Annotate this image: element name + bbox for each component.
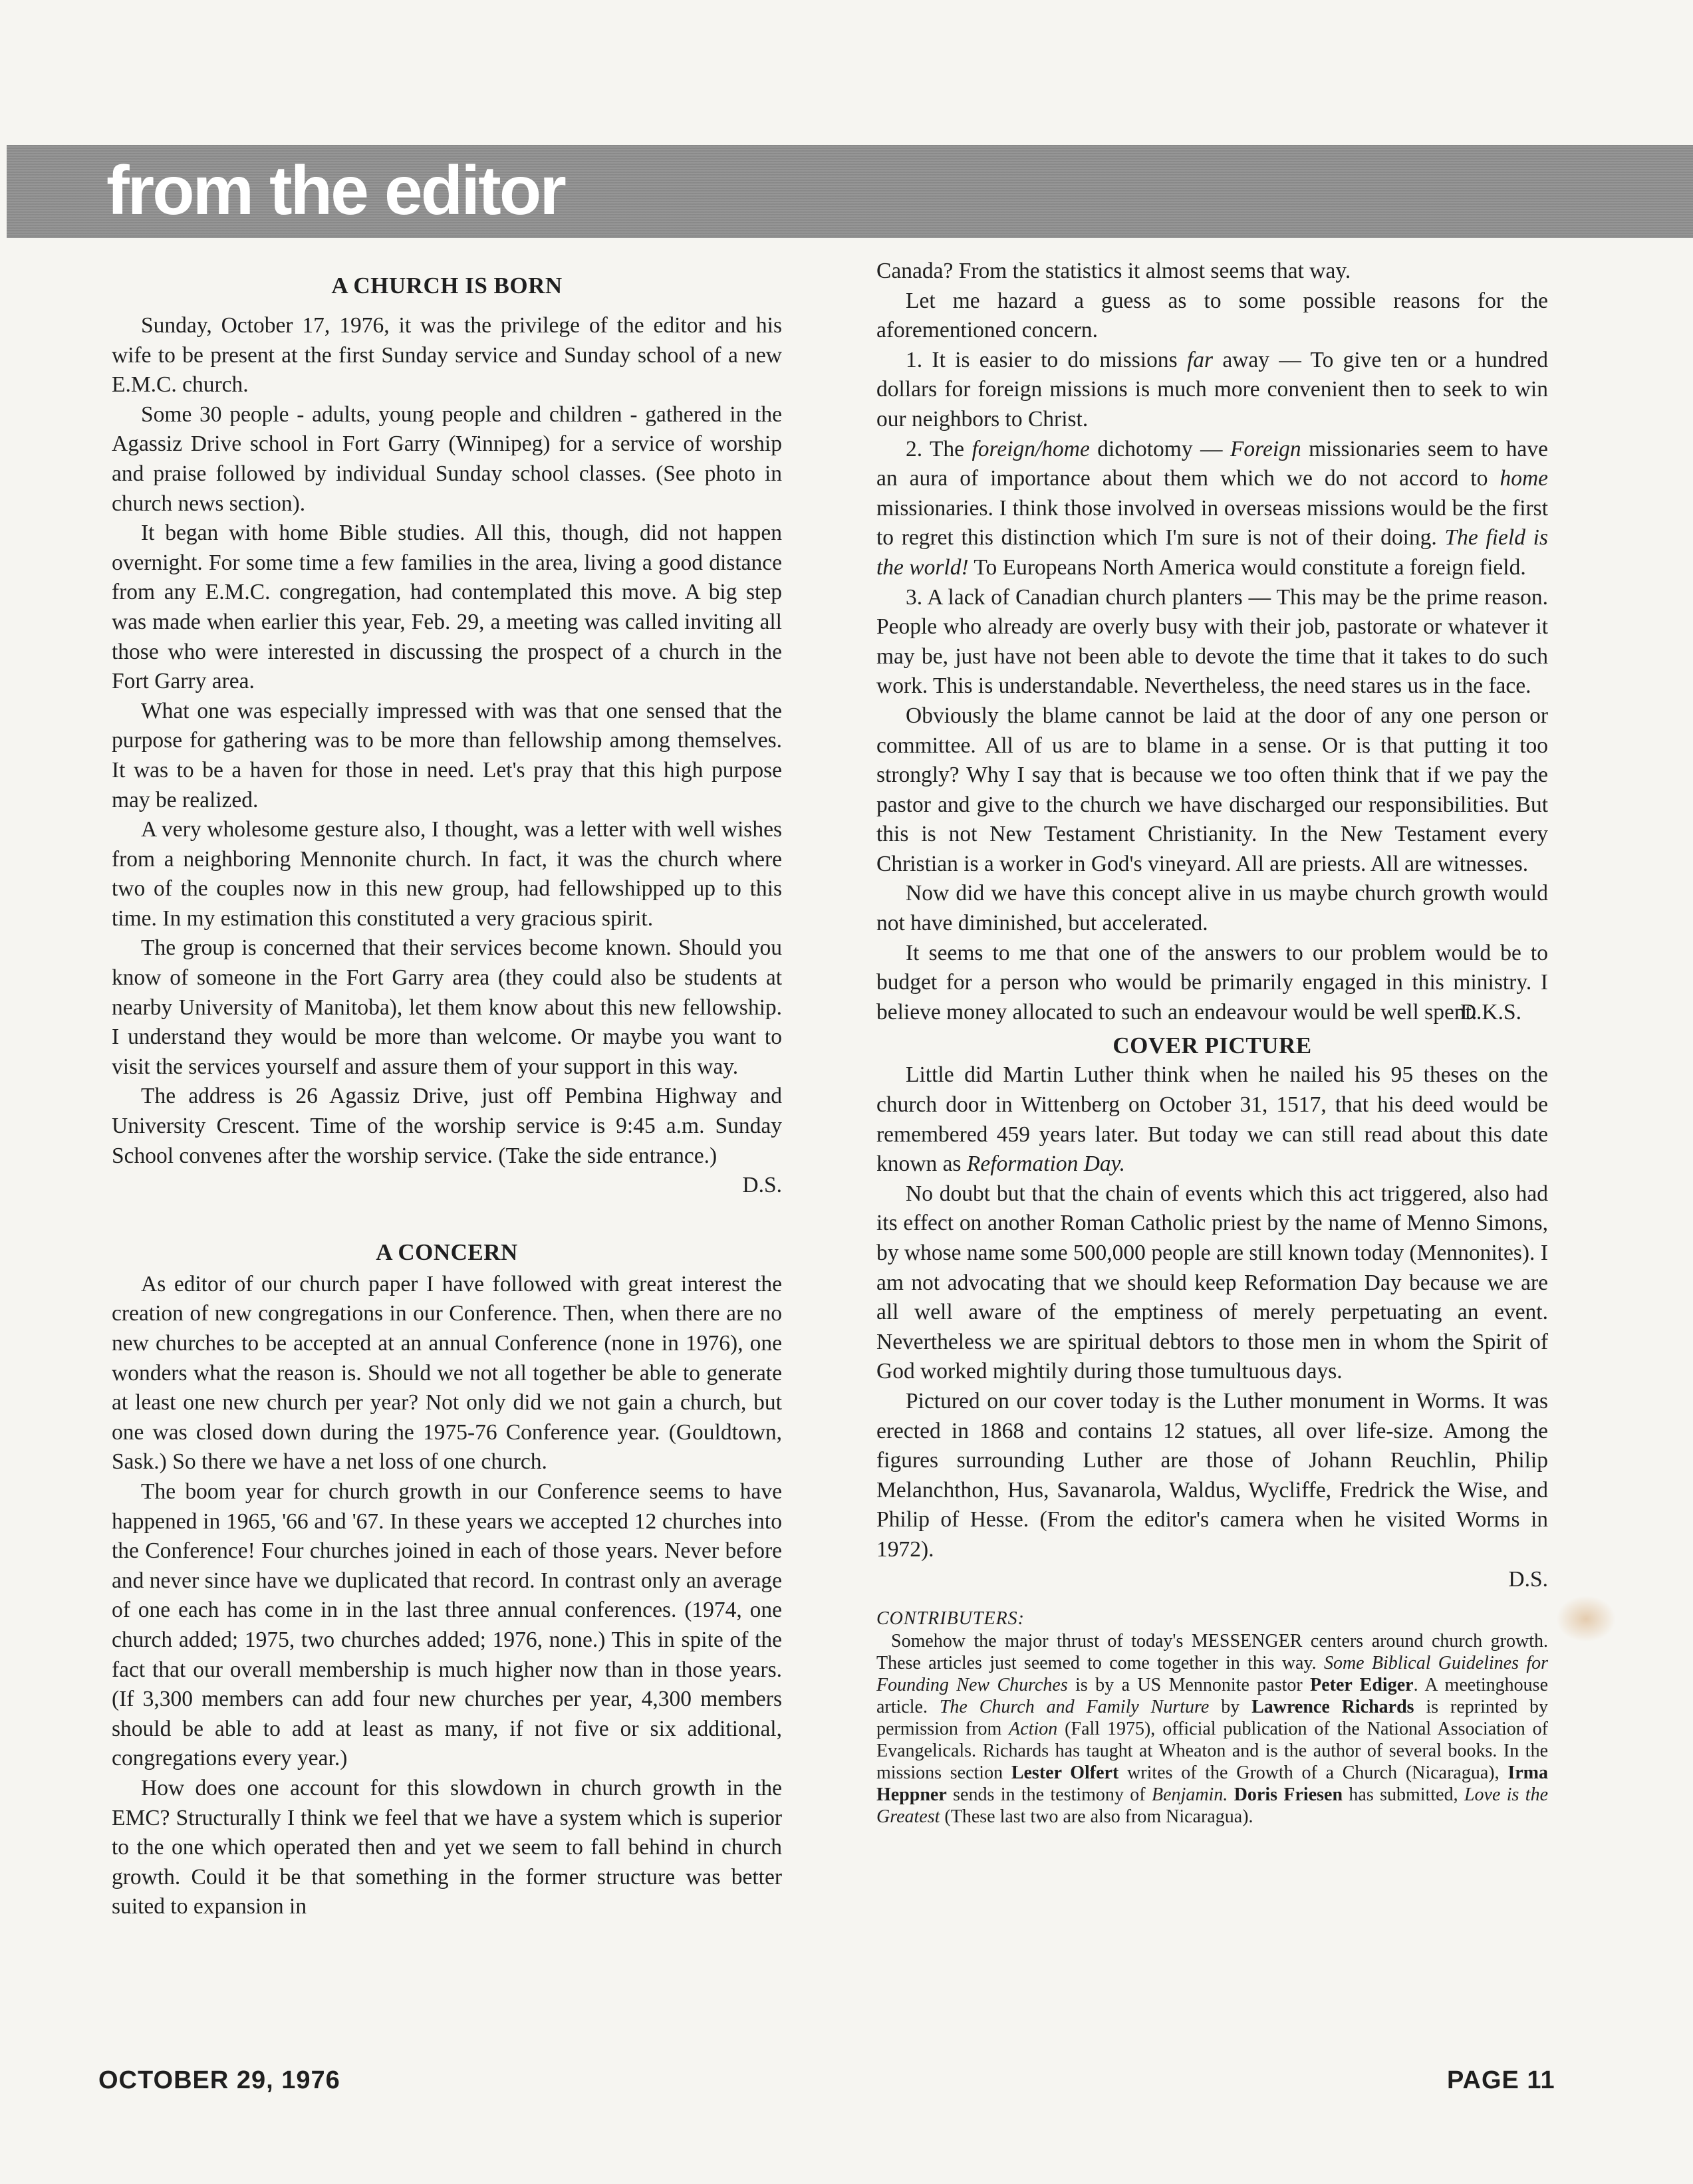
church-born-heading: A CHURCH IS BORN: [331, 273, 563, 299]
article-paragraph: Little did Martin Luther think when he nailed his 95 theses on the church door in Wittenberg on October 31, 1517, that his deed would be remembered 459 years later. But today we can still read about this date known as Reformation Day.: [876, 1062, 1548, 1177]
article-paragraph: As editor of our church paper I have followed with great interest the creation of new congregations in our Conference. Then, when there are no new churches to be accepted at an annual Conference (none in 1976), one wonders what the reason is. Should we not all together be able to generate at least one new church per year? Not only did we not gain a church, but one was closed down during the 1975-76 Conference year. (Gouldtown, Sask.) So there we have a net loss of one church.: [112, 1271, 782, 1475]
article-paragraph: No doubt but that the chain of events which this act triggered, also had its effect on another Roman Catholic priest by the name of Menno Simons, by whose name some 500,000 people are still known today (Mennonites). I am not advocating that we should keep Reformation Day because we are all well aware of the emptiness of merely perpetuating an event. Nevertheless we are spiritual debtors to those men in whom the Spirit of God worked mightily during those tumultuous days.: [876, 1181, 1548, 1384]
concern-heading: A CONCERN: [376, 1239, 518, 1265]
article-paragraph: Sunday, October 17, 1976, it was the privilege of the editor and his wife to be present at the first Sunday service and Sunday school of a new E.M.C. church.: [112, 313, 782, 398]
contributors-title: CONTRIBUTERS:: [876, 1608, 1025, 1630]
article-paragraph: The address is 26 Agassiz Drive, just off Pembina Highway and University Crescent. Time of the worship service is 9:45 a.m. Sunday School convenes after the worship service. (Take the side entrance.): [112, 1084, 782, 1168]
section-title: from the editor: [106, 152, 565, 229]
issue-date: OCTOBER 29, 1976: [98, 2066, 340, 2094]
article-paragraph: 1. It is easier to do missions far away — To give ten or a hundred dollars for foreign missions is much more convenient then to seek to win our neighbors to Christ.: [876, 347, 1548, 431]
cover-picture-heading: COVER PICTURE: [1112, 1032, 1312, 1059]
signature: D.K.S.: [1460, 999, 1521, 1025]
article-paragraph: It seems to me that one of the answers to our problem would be to budget for a person who would be primarily engaged in this ministry. I believe money allocated to such an endeavour would be well spent.: [876, 940, 1548, 1025]
contributors-note: Somehow the major thrust of today's MESSENGER centers around church growth. These articles just seemed to come together in this way. Some Biblical Guidelines for Founding New Churches is by a US Mennonite pastor Peter Ediger. A meetinghouse article. The Church and Family Nurture by Lawrence Richards is reprinted by permission from Action (Fall 1975), official publication of the National Association of Evangelicals. Richards has taught at Wheaton and is the author of several books. In the missions section Lester Olfert writes of the Growth of a Church (Nicaragua), Irma Heppner sends in the testimony of Benjamin. Doris Friesen has submitted, Love is the Greatest (These last two are also from Nicaragua).: [876, 1631, 1549, 1828]
right-column: [876, 257, 1548, 1828]
article-paragraph: Pictured on our cover today is the Luther monument in Worms. It was erected in 1868 and contains 12 statues, all over life-size. Among the figures surrounding Luther are those of Johann Reuchlin, Philip Melanchthon, Hus, Savanarola, Waldus, Wycliffe, Fredrick the Wise, and Philip of Hesse. (From the editor's camera when he visited Worms in 1972).: [876, 1388, 1548, 1562]
header-banner: [7, 145, 1693, 238]
article-paragraph: A very wholesome gesture also, I thought, was a letter with well wishes from a neighboring Mennonite church. In fact, it was the church where two of the couples now in this new group, had fellowshipped up to this time. In my estimation this constituted a very gracious spirit.: [112, 817, 782, 931]
article-paragraph: What one was especially impressed with was that one sensed that the purpose for gathering was to be more than fellowship among themselves. It was to be a haven for those in need. Let's pray that this high purpose may be realized.: [112, 698, 782, 812]
article-paragraph: 2. The foreign/home dichotomy — Foreign missionaries seem to have an aura of importance about them which we do not accord to home missionaries. I think those involved in overseas missions would be the first to regret this distinction which I'm sure is not of their doing. The field is the world! To Europeans North America would constitute a foreign field.: [876, 436, 1548, 580]
paper-stain: [1556, 1596, 1616, 1642]
article-paragraph: 3. A lack of Canadian church planters — This may be the prime reason. People who already are overly busy with their job, pastorate or whatever it may be, just have not been able to devote the time that it takes to do such work. This is understandable. Nevertheless, the need stares us in the face.: [876, 584, 1548, 699]
article-paragraph: It began with home Bible studies. All this, though, did not happen overnight. For some time a few families in the area, living a good distance from any E.M.C. congregation, had contemplated this move. A big step was made when earlier this year, Feb. 29, a meeting was called inviting all those who were interested in discussing the prospect of a church in the Fort Garry area.: [112, 521, 782, 694]
article-paragraph: Some 30 people - adults, young people and children - gathered in the Agassiz Drive school in Fort Garry (Winnipeg) for a service of worship and praise followed by individual Sunday school classes. (See photo in church news section).: [112, 402, 782, 516]
signature: D.S.: [1508, 1566, 1548, 1592]
article-paragraph: Let me hazard a guess as to some possible reasons for the aforementioned concern.: [876, 288, 1548, 343]
article-paragraph: Obviously the blame cannot be laid at the door of any one person or committee. All of us are to blame in a sense. Or is that putting it too strongly? Why I say that is because we too often think that if we pay the pastor and give to the church we have discharged our responsibilities. But this is not New Testament Christianity. In the New Testament every Christian is a worker in God's vineyard. All are priests. All are witnesses.: [876, 703, 1548, 876]
article-paragraph: The group is concerned that their services become known. Should you know of someone in the Fort Garry area (they could also be students at nearby University of Manitoba), let them know about this new fellowship. I understand they would be more than welcome. Or maybe you want to visit the services yourself and assure them of your support in this way.: [112, 935, 782, 1079]
article-paragraph: How does one account for this slowdown in church growth in the EMC? Structurally I think we feel that we have a system which is superior to the one which operated then and yet we seem to fall behind in church growth. Could it be that something in the former structure was better suited to expansion in: [112, 1775, 782, 1919]
left-column: [112, 266, 782, 1922]
signature: D.S.: [742, 1173, 782, 1198]
article-paragraph: The boom year for church growth in our Conference seems to have happened in 1965, '66 and '67. In these years we accepted 12 churches into the Conference! Four churches joined in each of those years. Never before and never since have we duplicated that record. In contrast only an average of one each has come in in the last three annual conferences. (1974, one church added; 1975, two churches added; 1976, none.) This in spite of the fact that our overall membership is much higher now than in those years. (If 3,300 members can add four new churches per year, 4,300 members should be able to add at least as many, if not five or six additional, congregations every year.): [112, 1479, 782, 1771]
article-paragraph: Canada? From the statistics it almost seems that way.: [876, 259, 1351, 283]
page-number: PAGE 11: [1447, 2066, 1555, 2094]
article-paragraph: Now did we have this concept alive in us maybe church growth would not have diminished, but accelerated.: [876, 881, 1548, 936]
